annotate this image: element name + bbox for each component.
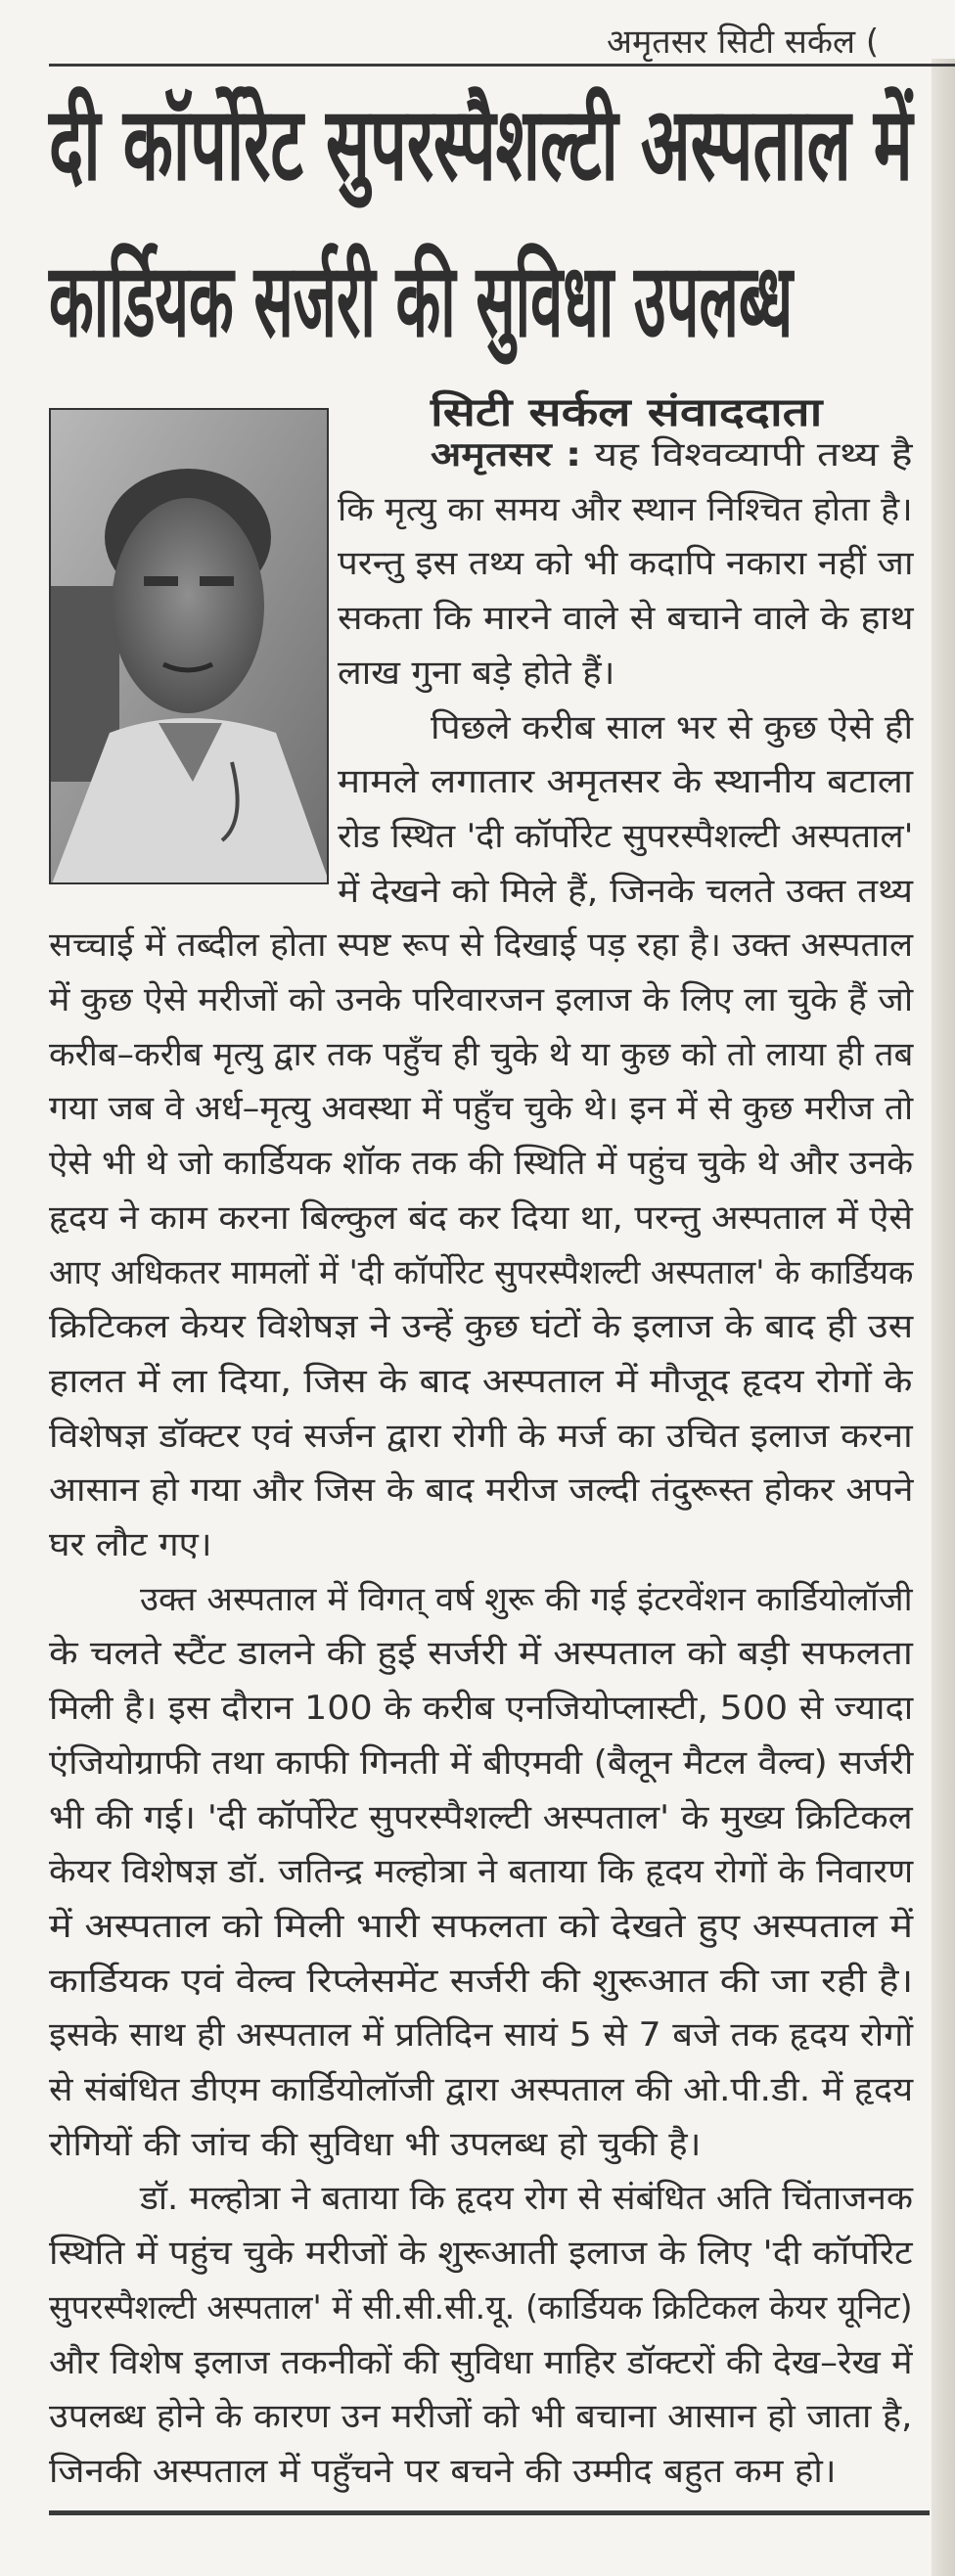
- line-text: करीब–करीब मृत्यु द्वार तक पहुँच ही चुके थे या कुछ को तो लाया ही तब: [49, 1034, 914, 1074]
- article-line: [49, 1470, 914, 1511]
- header-rule: [49, 64, 955, 67]
- line-text: उपलब्ध होने के कारण उन मरीजों को भी बचाना आसान हो जाता है,: [49, 2397, 913, 2437]
- article-line: [49, 1689, 914, 1729]
- doctor-photo: [49, 408, 329, 884]
- article-line: [49, 926, 914, 966]
- article-line: [49, 1525, 212, 1564]
- line-text: केयर विशेषज्ञ डॉ. जतिन्द्र मल्होत्रा ने बताया कि हृदय रोगों के निवारण: [49, 1852, 914, 1892]
- line-text: पिछले करीब साल भर से कुछ ऐसे ही: [431, 707, 914, 747]
- line-text: हालत में ला दिया, जिस के बाद अस्पताल में मौजूद हृदय रोगों के: [49, 1361, 913, 1401]
- line-text: गया जब वे अर्ध–मृत्यु अवस्था में पहुँच चुके थे। इन में से कुछ मरीज तो: [49, 1089, 914, 1129]
- article-line: [431, 707, 914, 747]
- article-line: [49, 1634, 913, 1674]
- article-line: [49, 1198, 913, 1238]
- line-text: सच्चाई में तब्दील होता स्पष्ट रूप से दिखाई पड़ रहा है। उक्त अस्पताल: [49, 926, 914, 966]
- article-line: [338, 816, 914, 856]
- article-line: [49, 1361, 913, 1401]
- section-header: अमृतसर सिटी सर्कल (: [607, 23, 880, 62]
- line-text: घर लौट गए।: [49, 1525, 212, 1564]
- line-text: हृदय ने काम करना बिल्कुल बंद कर दिया था, परन्तु अस्पताल में ऐसे: [49, 1198, 913, 1238]
- article-line: [49, 2234, 913, 2274]
- article-line: [140, 2179, 913, 2219]
- line-text: कि मृत्यु का समय और स्थान निश्चित होता है।: [338, 489, 913, 529]
- line-text: यह विश्वव्यापी तथ्य है: [594, 435, 913, 475]
- line-text: आसान हो गया और जिस के बाद मरीज जल्दी तंदुरूस्त होकर अपने: [49, 1470, 914, 1511]
- line-text: मामले लगातार अमृतसर के स्थानीय बटाला: [338, 762, 914, 802]
- line-text: के चलते स्टैंट डालने की हुई सर्जरी में अस्पताल को बड़ी सफलता: [49, 1634, 913, 1674]
- article-line: [49, 1416, 913, 1456]
- article-line: [49, 2015, 914, 2056]
- line-text: रोगियों की जांच की सुविधा भी उपलब्ध हो चुकी है।: [49, 2124, 702, 2164]
- article-line: [49, 1089, 914, 1129]
- article-line: [49, 2451, 837, 2491]
- line-text: एंजियोग्राफी तथा काफी गिनती में बीएमवी (बैलून मैटल वैल्व) सर्जरी: [49, 1742, 914, 1783]
- article-line: [49, 1906, 914, 1946]
- headline-line-1: दी कॉर्पोरेट सुपरस्पैशल्टी अस्पताल में: [49, 84, 913, 203]
- line-text: और विशेष इलाज तकनीकों की सुविधा माहिर डॉक्टरों की देख–रेख में: [49, 2342, 913, 2382]
- article-line: [49, 1144, 914, 1184]
- article-line: [49, 2070, 914, 2109]
- line-text: में अस्पताल को मिली भारी सफलता को देखते हुए अस्पताल में: [49, 1906, 914, 1946]
- article-line: [49, 2342, 913, 2382]
- article-line: [49, 1742, 914, 1783]
- portrait-image: [51, 410, 329, 884]
- line-text: कार्डियक एवं वेल्व रिप्लेसमेंट सर्जरी की शुरूआत की जा रही है।: [49, 1961, 914, 2001]
- line-text: आए अधिकतर मामलों में 'दी कॉर्पोरेट सुपरस्पैशल्टी अस्पताल' के कार्डियक: [49, 1252, 914, 1292]
- line-text: परन्तु इस तथ्य को भी कदापि नकारा नहीं जा: [338, 544, 914, 584]
- line-text: सुपरस्पैशल्टी अस्पताल' में सी.सी.सी.यू. (कार्डियक क्रिटिकल केयर यूनिट): [49, 2287, 913, 2327]
- article-line: [338, 762, 914, 802]
- article-line: [49, 2287, 913, 2327]
- line-text: रोड स्थित 'दी कॉर्पोरेट सुपरस्पैशल्टी अस्पताल': [338, 816, 914, 856]
- article-line: [49, 1852, 914, 1892]
- article-line: [49, 2397, 913, 2437]
- line-text: उक्त अस्पताल में विगत् वर्ष शुरू की गई इंटरवेंशन कार्डियोलॉजी: [140, 1579, 913, 1619]
- article-line: [49, 1961, 914, 2001]
- headline-line-2: कार्डियक सर्जरी की सुविधा उपलब्ध: [49, 241, 794, 360]
- line-text: मिली है। इस दौरान 100 के करीब एनजियोप्लास्टी, 500 से ज्यादा: [49, 1689, 914, 1729]
- article-first-line: [431, 435, 913, 475]
- article-line: [49, 980, 914, 1019]
- article-line: [49, 1307, 914, 1347]
- article-line: [49, 1797, 913, 1837]
- article-line: [140, 1579, 913, 1619]
- line-text: ऐसे भी थे जो कार्डियक शॉक तक की स्थिति में पहुंच चुके थे और उनके: [49, 1144, 914, 1184]
- line-text: विशेषज्ञ डॉक्टर एवं सर्जन द्वारा रोगी के मर्ज का उचित इलाज करना: [49, 1416, 913, 1456]
- article-line: [49, 1034, 914, 1074]
- article-line: [338, 489, 913, 529]
- article-line: [338, 599, 914, 639]
- byline: सिटी सर्कल संवाददाता: [431, 390, 823, 435]
- article-line: [338, 871, 913, 911]
- article-line: [49, 2124, 702, 2164]
- article-line: [49, 1252, 914, 1292]
- line-text: इसके साथ ही अस्पताल में प्रतिदिन सायं 5 से 7 बजे तक हृदय रोगों: [49, 2015, 914, 2056]
- line-text: सकता कि मारने वाले से बचाने वाले के हाथ: [338, 599, 914, 639]
- line-text: क्रिटिकल केयर विशेषज्ञ ने उन्हें कुछ घंटों के इलाज के बाद ही उस: [49, 1307, 914, 1347]
- line-text: लाख गुना बड़े होते हैं।: [338, 653, 615, 693]
- dateline: अमृतसर :: [431, 435, 582, 475]
- page-edge: [932, 59, 955, 2576]
- article-line: [338, 544, 914, 584]
- line-text: में कुछ ऐसे मरीजों को उनके परिवारजन इलाज के लिए ला चुके हैं जो: [49, 980, 914, 1019]
- line-text: डॉ. मल्होत्रा ने बताया कि हृदय रोग से संबंधित अति चिंताजनक: [140, 2179, 913, 2219]
- footer-rule: [49, 2510, 930, 2515]
- line-text: से संबंधित डीएम कार्डियोलॉजी द्वारा अस्पताल की ओ.पी.डी. में हृदय: [49, 2070, 914, 2109]
- line-text: स्थिति में पहुंच चुके मरीजों के शुरूआती इलाज के लिए 'दी कॉर्पोरेट: [49, 2234, 913, 2274]
- article-line: [338, 653, 615, 693]
- line-text: भी की गई। 'दी कॉर्पोरेट सुपरस्पैशल्टी अस्पताल' के मुख्य क्रिटिकल: [49, 1797, 913, 1837]
- line-text: में देखने को मिले हैं, जिनके चलते उक्त तथ्य: [338, 871, 913, 911]
- line-text: जिनकी अस्पताल में पहुँचने पर बचने की उम्मीद बहुत कम हो।: [49, 2451, 837, 2491]
